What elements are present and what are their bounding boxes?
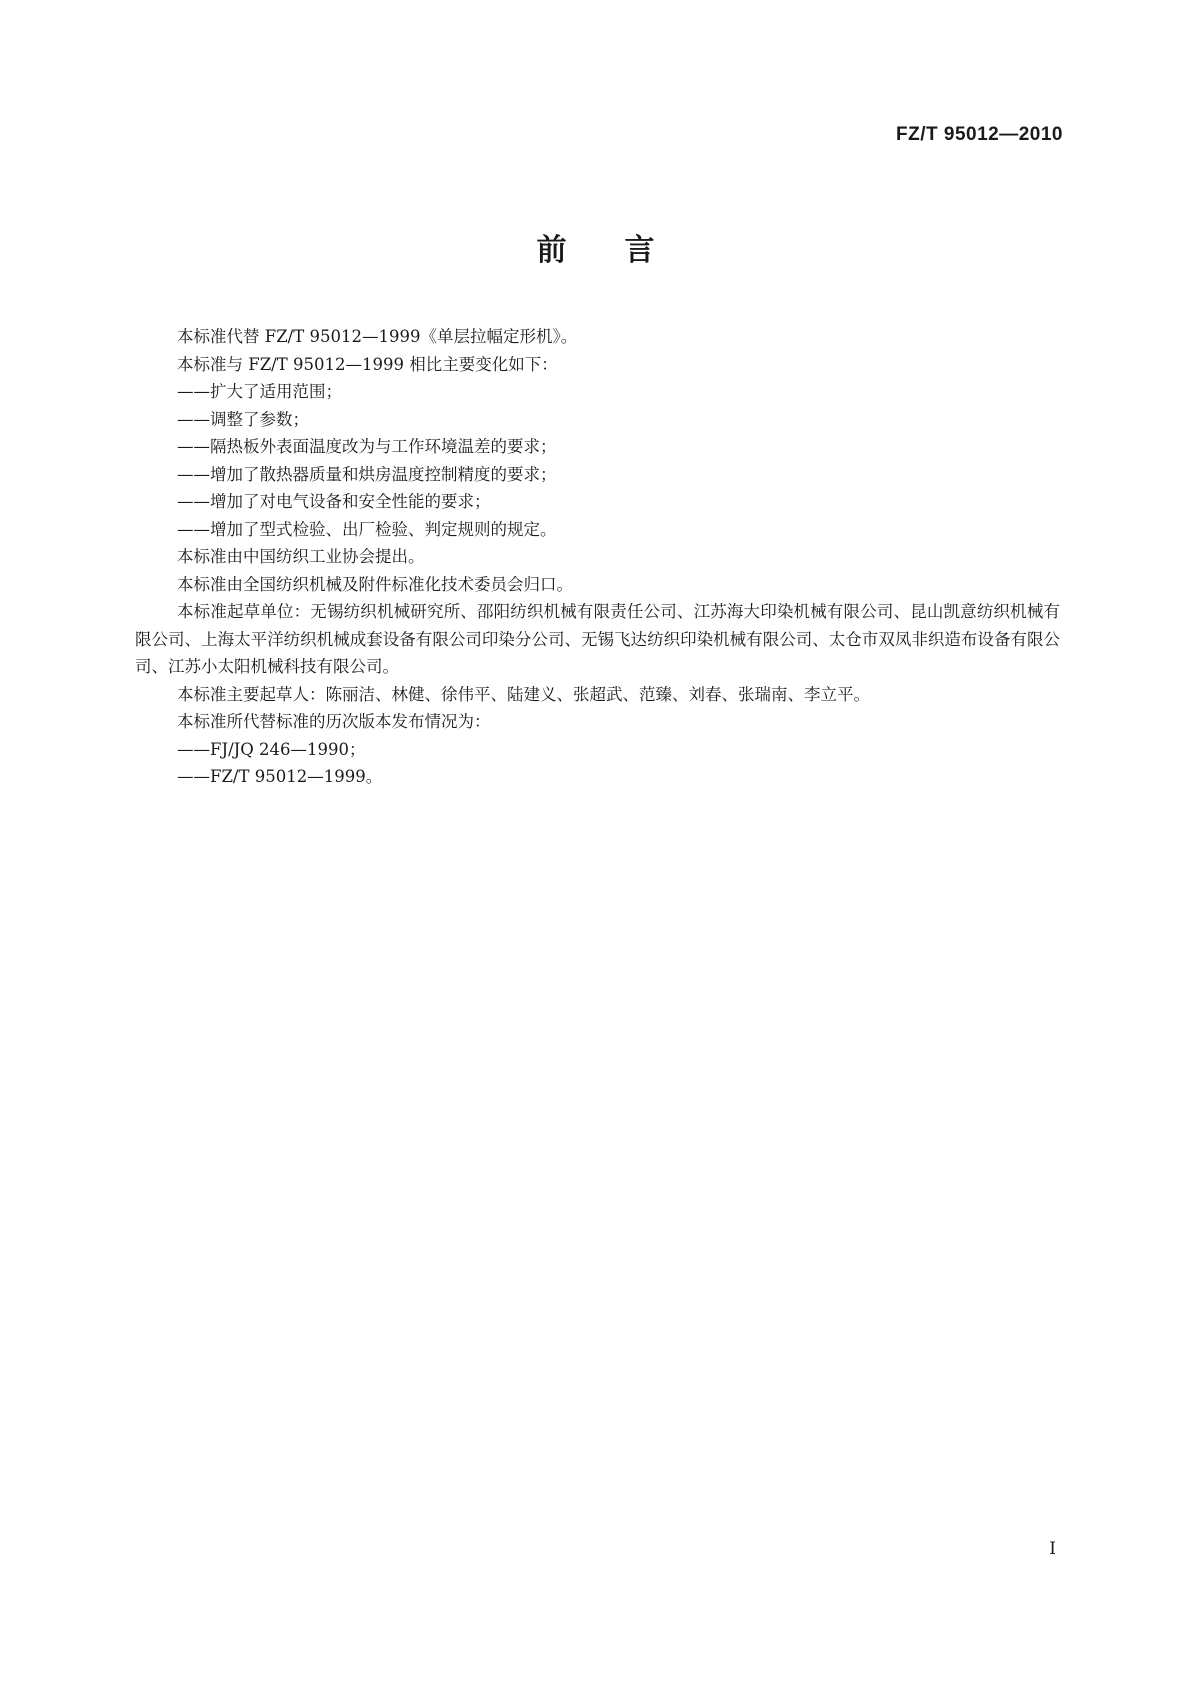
document-body [135,323,1060,791]
paragraph-drafting-units: 本标准起草单位：无锡纺织机械研究所、邵阳纺织机械有限责任公司、江苏海大印染机械有限公司、昆山凯意纺织机械有限公司、上海太平洋纺织机械成套设备有限公司印染分公司、无锡飞达纺织印染机械有限公司、太仓市双凤非织造布设备有限公司、江苏小太阳机械科技有限公司。 [135,602,1060,676]
paragraph-history-intro: 本标准所代替标准的历次版本发布情况为： [177,712,491,731]
paragraph-changes-intro: 本标准与 FZ/T 95012—1999 相比主要变化如下： [177,354,558,374]
list-item: ——增加了对电气设备和安全性能的要求； [177,492,491,511]
list-item: ——FZ/T 95012—1999。 [177,767,383,786]
page-number: I [1049,1539,1056,1559]
standard-code: FZ/T 95012—2010 [896,124,1063,145]
page-title: 前言 [536,233,713,268]
paragraph-committee: 本标准由全国纺织机械及附件标准化技术委员会归口。 [177,574,573,594]
list-item: ——隔热板外表面温度改为与工作环境温差的要求； [177,437,557,456]
list-item: ——增加了散热器质量和烘房温度控制精度的要求； [177,464,557,484]
list-item: ——FJ/JQ 246—1990； [177,739,366,759]
list-item: ——增加了型式检验、出厂检验、判定规则的规定。 [177,519,557,539]
list-item: ——扩大了适用范围； [177,382,342,401]
paragraph-replaces: 本标准代替 FZ/T 95012—1999《单层拉幅定形机》。 [177,327,578,346]
paragraph-proposer: 本标准由中国纺织工业协会提出。 [177,547,425,566]
paragraph-drafters: 本标准主要起草人：陈丽洁、林健、徐伟平、陆建义、张超武、范臻、刘春、张瑞南、李立平。 [177,684,870,704]
list-item: ——调整了参数； [177,409,309,429]
